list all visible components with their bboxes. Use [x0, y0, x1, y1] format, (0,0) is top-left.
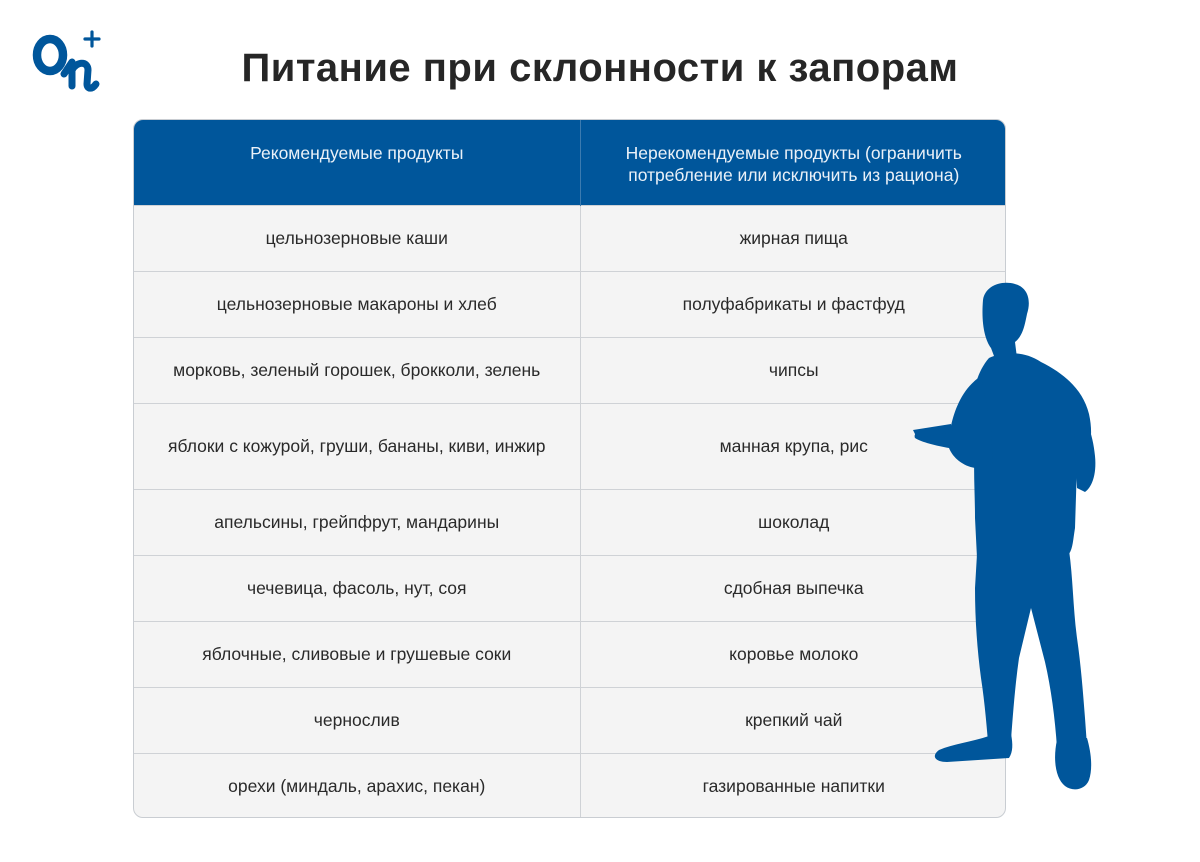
recommended-cell: чечевица, фасоль, нут, соя	[134, 555, 580, 621]
header-recommended: Рекомендуемые продукты	[134, 120, 580, 205]
header-not-recommended: Нерекомендуемые продукты (ограничить потребление или исключить из рациона)	[580, 120, 1006, 205]
recommended-cell: апельсины, грейпфрут, мандарины	[134, 489, 580, 555]
not-recommended-cell: коровье молоко	[580, 621, 1006, 687]
recommended-cell: чернослив	[134, 687, 580, 753]
not-recommended-cell: сдобная выпечка	[580, 555, 1006, 621]
not-recommended-cell: полуфабрикаты и фастфуд	[580, 271, 1006, 337]
table-row	[134, 687, 1006, 753]
page-title: Питание при склонности к запорам	[241, 46, 959, 90]
not-recommended-cell: жирная пища	[580, 205, 1006, 271]
not-recommended-cell: крепкий чай	[580, 687, 1006, 753]
recommended-cell: яблочные, сливовые и грушевые соки	[134, 621, 580, 687]
table-row	[134, 205, 1006, 271]
table-row	[134, 555, 1006, 621]
not-recommended-cell: шоколад	[580, 489, 1006, 555]
not-recommended-cell: манная крупа, рис	[580, 403, 1006, 489]
table-row	[134, 403, 1006, 489]
table-row	[134, 621, 1006, 687]
not-recommended-cell: газированные напитки	[580, 753, 1006, 818]
table-row	[134, 753, 1006, 818]
table-header-row	[134, 120, 1006, 205]
table-row	[134, 489, 1006, 555]
recommended-cell: яблоки с кожурой, груши, бананы, киви, инжир	[134, 403, 580, 489]
diet-table	[133, 119, 1006, 818]
not-recommended-cell: чипсы	[580, 337, 1006, 403]
recommended-cell: орехи (миндаль, арахис, пекан)	[134, 753, 580, 818]
man-with-phone-silhouette	[905, 278, 1115, 798]
recommended-cell: цельнозерновые макароны и хлеб	[134, 271, 580, 337]
table-row	[134, 337, 1006, 403]
table-row	[134, 271, 1006, 337]
recommended-cell: цельнозерновые каши	[134, 205, 580, 271]
recommended-cell: морковь, зеленый горошек, брокколи, зелень	[134, 337, 580, 403]
